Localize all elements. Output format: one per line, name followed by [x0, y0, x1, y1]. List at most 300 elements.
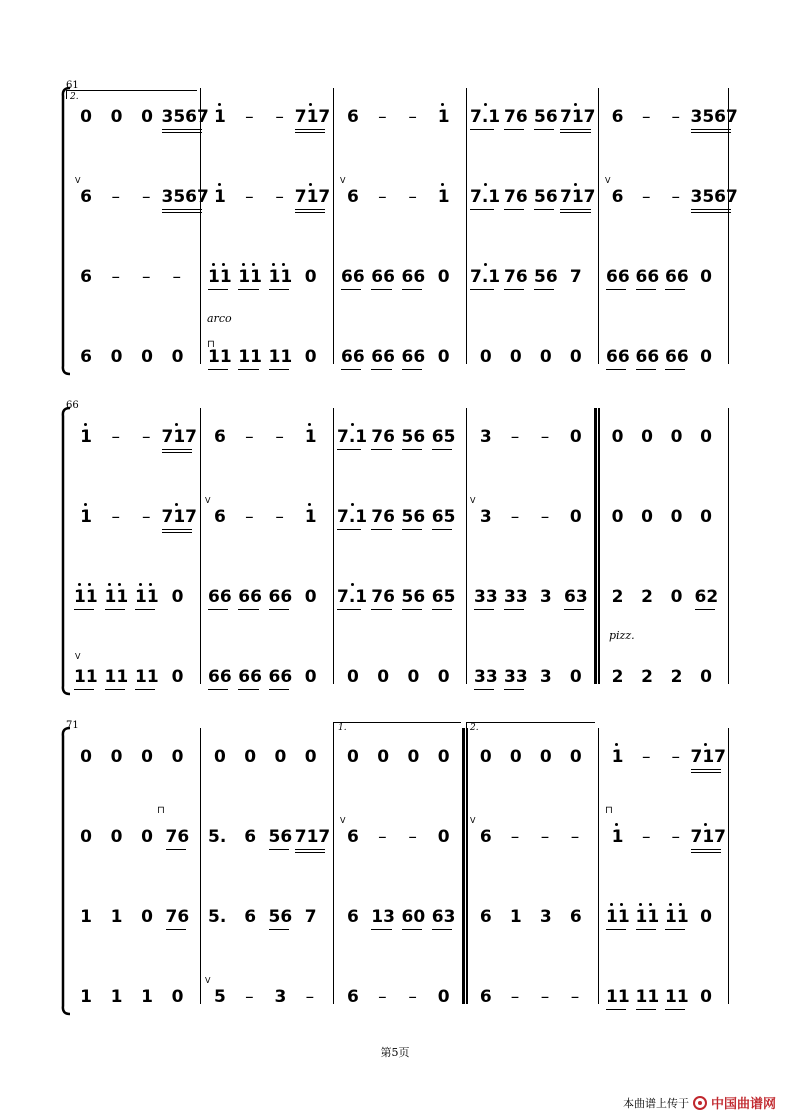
note-event: 11: [74, 587, 98, 607]
up-bow-icon: V: [605, 176, 611, 185]
note-event: 6: [214, 427, 226, 447]
note-event: –: [275, 427, 284, 447]
octave-dot-high: [620, 903, 623, 906]
up-bow-icon: V: [470, 496, 476, 505]
note-event: 5: [214, 987, 226, 1007]
note-event: 6: [244, 907, 257, 927]
beam-line: [665, 1009, 685, 1010]
note-event: 11: [208, 267, 232, 287]
up-bow-icon: V: [470, 816, 476, 825]
note-event: 6: [569, 907, 582, 927]
note-event: 56: [401, 427, 426, 447]
note-event: 76: [504, 107, 528, 127]
note-event: 0: [437, 667, 450, 687]
beam-line: [665, 289, 685, 290]
note-event: 0: [214, 747, 226, 767]
note-event: 717: [690, 827, 726, 847]
beam-line: [691, 849, 722, 850]
beam-line: [691, 209, 732, 210]
note-event: 0: [407, 667, 420, 687]
measure-number: 71: [66, 720, 79, 731]
down-bow-icon: ⊓: [157, 805, 165, 816]
note-event: –: [111, 427, 120, 447]
note-event: 0: [171, 587, 184, 607]
note-event: –: [378, 827, 387, 847]
note-event: –: [111, 187, 120, 207]
note-event: –: [305, 987, 315, 1007]
note-event: 0: [141, 827, 153, 847]
measure-number: 66: [66, 400, 79, 411]
note-event: 3: [539, 587, 552, 607]
note-event: 76: [371, 427, 395, 447]
note-event: 56: [534, 187, 558, 207]
volta-bracket: [66, 90, 197, 99]
note-event: 6: [479, 827, 492, 847]
note-event: 7.1: [470, 267, 501, 287]
note-event: 3: [479, 427, 492, 447]
note-event: –: [540, 507, 550, 527]
note-event: 0: [700, 907, 712, 927]
note-event: –: [540, 427, 550, 447]
note-event: –: [510, 987, 520, 1007]
note-event: 717: [560, 187, 596, 207]
beam-line: [606, 929, 626, 930]
note-event: 6: [244, 827, 257, 847]
note-event: 33: [474, 587, 498, 607]
note-event: 6: [347, 187, 359, 207]
note-event: –: [245, 507, 254, 527]
note-event: –: [245, 187, 254, 207]
note-event: 3: [539, 667, 552, 687]
note-event: –: [141, 507, 151, 527]
staff-row: [0, 186, 790, 216]
note-event: 0: [569, 427, 582, 447]
note-event: 33: [474, 667, 498, 687]
volta-bracket-2: [466, 722, 595, 731]
volta-bracket-1: [333, 722, 461, 731]
note-event: 6: [611, 107, 624, 127]
note-event: 1: [509, 907, 522, 927]
note-event: 66: [371, 267, 395, 287]
beam-line: [691, 769, 722, 770]
note-event: 1: [437, 107, 450, 127]
note-event: 717: [161, 427, 197, 447]
beam-line-double: [691, 852, 722, 853]
octave-dot-high: [669, 903, 672, 906]
note-event: 0: [377, 667, 390, 687]
note-event: 3567: [161, 107, 209, 127]
note-event: 56: [401, 507, 426, 527]
beam-line: [606, 289, 626, 290]
note-event: 6: [347, 107, 359, 127]
note-event: 11: [606, 907, 630, 927]
note-event: 1: [611, 747, 624, 767]
note-event: 11: [238, 347, 262, 367]
octave-dot-high: [610, 903, 613, 906]
note-event: 66: [238, 587, 262, 607]
note-event: 0: [110, 747, 123, 767]
staff-row: [0, 346, 790, 376]
note-event: 0: [670, 587, 683, 607]
note-event: 6: [479, 987, 492, 1007]
up-bow-icon: V: [205, 496, 211, 505]
note-event: 33: [504, 667, 528, 687]
note-event: 1: [141, 987, 153, 1007]
note-event: –: [510, 427, 520, 447]
note-event: –: [570, 987, 580, 1007]
up-bow-icon: V: [75, 652, 81, 661]
note-event: 0: [641, 427, 653, 447]
staff-row: [0, 106, 790, 136]
note-event: 0: [700, 987, 712, 1007]
note-event: 6: [347, 827, 359, 847]
note-event: 0: [611, 427, 624, 447]
note-event: 76: [165, 907, 190, 927]
note-event: –: [570, 827, 580, 847]
note-event: –: [141, 267, 151, 287]
note-event: 11: [268, 267, 293, 287]
note-event: 0: [141, 747, 153, 767]
staff-row: [0, 426, 790, 456]
note-event: –: [671, 187, 680, 207]
note-event: 0: [110, 347, 123, 367]
page-number: 第5页: [380, 1046, 410, 1059]
note-event: 1: [80, 907, 92, 927]
note-event: –: [245, 107, 254, 127]
note-event: 76: [504, 187, 528, 207]
note-event: 0: [304, 667, 317, 687]
note-event: 60: [401, 907, 426, 927]
footer-logo: 中国曲谱网: [710, 1097, 776, 1112]
note-event: –: [378, 107, 387, 127]
note-event: 66: [238, 667, 262, 687]
note-event: 2: [611, 587, 624, 607]
beam-line: [665, 369, 685, 370]
note-event: –: [671, 107, 680, 127]
note-event: 66: [665, 347, 689, 367]
note-event: 65: [431, 587, 456, 607]
note-event: 0: [569, 507, 582, 527]
note-event: 0: [611, 507, 624, 527]
note-event: 3567: [161, 187, 209, 207]
up-bow-icon: V: [340, 176, 346, 185]
note-event: 0: [670, 507, 683, 527]
note-event: 0: [347, 747, 359, 767]
note-event: 66: [208, 587, 232, 607]
note-event: 56: [534, 267, 558, 287]
beam-line: [691, 129, 732, 130]
note-event: 1: [214, 107, 226, 127]
note-event: 56: [534, 107, 558, 127]
note-event: 0: [539, 347, 552, 367]
note-event: 6: [80, 187, 92, 207]
beam-line: [606, 369, 626, 370]
octave-dot-high: [679, 903, 682, 906]
staff-row: [0, 666, 790, 696]
note-event: 717: [294, 827, 331, 847]
note-event: 66: [268, 587, 293, 607]
note-event: –: [540, 827, 550, 847]
note-event: 2: [641, 587, 653, 607]
note-event: 717: [161, 507, 197, 527]
note-event: 3: [274, 987, 287, 1007]
staff-row: [0, 906, 790, 936]
note-event: 76: [371, 587, 395, 607]
beam-line: [636, 929, 656, 930]
beam-line: [606, 1009, 626, 1010]
note-event: 0: [569, 667, 582, 687]
note-event: 66: [341, 347, 365, 367]
beam-line: [695, 609, 715, 610]
note-event: 0: [141, 107, 153, 127]
note-event: 0: [641, 507, 653, 527]
note-event: 1: [304, 507, 317, 527]
beam-line: [636, 1009, 656, 1010]
note-event: 1: [611, 827, 624, 847]
note-event: 7.1: [470, 107, 501, 127]
note-event: 5.: [208, 907, 227, 927]
note-event: 0: [304, 347, 317, 367]
note-event: –: [408, 987, 417, 1007]
note-event: 0: [437, 987, 450, 1007]
beam-line: [665, 929, 685, 930]
note-event: 11: [665, 907, 689, 927]
note-event: 6: [80, 347, 92, 367]
note-event: 7.1: [337, 587, 368, 607]
footer: [623, 1093, 776, 1112]
note-event: 0: [479, 347, 492, 367]
note-event: 33: [504, 587, 528, 607]
beam-line: [636, 289, 656, 290]
articulation-annotation: arco: [207, 312, 232, 325]
note-event: 56: [268, 907, 293, 927]
note-event: 1: [80, 507, 92, 527]
note-event: 1: [110, 987, 123, 1007]
note-event: 0: [437, 827, 450, 847]
note-event: 2: [641, 667, 653, 687]
note-event: 6: [611, 187, 624, 207]
note-event: 0: [171, 747, 184, 767]
note-event: 0: [509, 347, 522, 367]
note-event: –: [408, 107, 417, 127]
note-event: 0: [141, 347, 153, 367]
note-event: 0: [304, 587, 317, 607]
staff-row: [0, 746, 790, 776]
note-event: 717: [294, 107, 331, 127]
note-event: 717: [560, 107, 596, 127]
note-event: 6: [479, 907, 492, 927]
note-event: 0: [274, 747, 287, 767]
note-event: 76: [371, 507, 395, 527]
note-event: –: [671, 747, 680, 767]
note-event: 65: [431, 427, 456, 447]
staff-row: [0, 266, 790, 296]
volta-label: 2.: [70, 92, 79, 102]
note-event: 66: [401, 347, 426, 367]
note-event: 11: [606, 987, 630, 1007]
note-event: 66: [606, 347, 630, 367]
note-event: 3567: [690, 107, 738, 127]
note-event: –: [408, 827, 417, 847]
note-event: 6: [347, 987, 359, 1007]
articulation-annotation: pizz.: [609, 629, 635, 642]
note-event: –: [141, 427, 151, 447]
note-event: –: [141, 187, 151, 207]
note-event: 0: [437, 267, 450, 287]
note-event: –: [111, 507, 120, 527]
note-event: –: [408, 187, 417, 207]
note-event: 66: [401, 267, 426, 287]
note-event: 0: [304, 747, 317, 767]
note-event: 0: [437, 347, 450, 367]
note-event: 11: [74, 667, 98, 687]
note-event: 2: [611, 667, 624, 687]
note-event: 11: [635, 987, 660, 1007]
note-event: –: [275, 507, 284, 527]
note-event: 0: [700, 267, 712, 287]
note-event: 1: [214, 187, 226, 207]
note-event: 66: [606, 267, 630, 287]
up-bow-icon: V: [75, 176, 81, 185]
note-event: 0: [110, 107, 123, 127]
note-event: 11: [135, 587, 159, 607]
note-event: –: [641, 107, 651, 127]
note-event: 65: [431, 507, 456, 527]
note-event: –: [510, 507, 520, 527]
note-event: 0: [569, 347, 582, 367]
note-event: 0: [670, 427, 683, 447]
note-event: 0: [80, 827, 92, 847]
beam-line-double: [691, 212, 732, 213]
staff-row: [0, 986, 790, 1016]
note-event: 0: [569, 747, 582, 767]
note-event: 6: [347, 907, 359, 927]
volta-label-2: 2.: [470, 723, 479, 733]
note-event: 1: [304, 427, 317, 447]
note-event: 0: [141, 907, 153, 927]
note-event: 0: [407, 747, 420, 767]
down-bow-icon: ⊓: [605, 805, 613, 816]
beam-line-double: [691, 132, 732, 133]
note-event: –: [510, 827, 520, 847]
note-event: 0: [304, 267, 317, 287]
note-event: 0: [110, 827, 123, 847]
note-event: –: [641, 187, 651, 207]
note-event: 7.1: [337, 427, 368, 447]
note-event: 0: [171, 667, 184, 687]
staff-row: [0, 506, 790, 536]
note-event: –: [275, 187, 284, 207]
note-event: 66: [208, 667, 232, 687]
note-event: –: [275, 107, 284, 127]
note-event: 0: [509, 747, 522, 767]
note-event: 63: [564, 587, 588, 607]
note-event: 0: [700, 347, 712, 367]
note-event: 7.1: [337, 507, 368, 527]
note-event: –: [378, 187, 387, 207]
note-event: 0: [479, 747, 492, 767]
note-event: 56: [268, 827, 293, 847]
note-event: 0: [244, 747, 257, 767]
note-event: –: [671, 827, 680, 847]
down-bow-icon: ⊓: [207, 339, 215, 350]
note-event: –: [245, 987, 254, 1007]
note-event: 5.: [208, 827, 227, 847]
note-event: 1: [437, 187, 450, 207]
note-event: 0: [700, 507, 712, 527]
note-event: 63: [431, 907, 456, 927]
note-event: 0: [171, 347, 184, 367]
up-bow-icon: V: [205, 976, 211, 985]
note-event: 6: [214, 507, 226, 527]
note-event: 11: [238, 267, 262, 287]
note-event: 6: [80, 267, 92, 287]
note-event: 7: [304, 907, 317, 927]
note-event: –: [540, 987, 550, 1007]
up-bow-icon: V: [340, 816, 346, 825]
note-event: 56: [401, 587, 426, 607]
note-event: –: [378, 987, 387, 1007]
note-event: 1: [80, 987, 92, 1007]
note-event: 66: [635, 267, 660, 287]
staff-row: [0, 826, 790, 856]
note-event: 11: [104, 667, 129, 687]
note-event: –: [641, 827, 651, 847]
note-event: 7.1: [470, 187, 501, 207]
note-event: 0: [80, 747, 92, 767]
note-event: 0: [539, 747, 552, 767]
note-event: 1: [80, 427, 92, 447]
note-event: 66: [635, 347, 660, 367]
note-event: 0: [347, 667, 359, 687]
note-event: 66: [341, 267, 365, 287]
note-event: 11: [268, 347, 293, 367]
note-event: 66: [665, 267, 689, 287]
note-event: 76: [504, 267, 528, 287]
note-event: 11: [665, 987, 689, 1007]
note-event: 66: [371, 347, 395, 367]
note-event: 0: [377, 747, 390, 767]
note-event: 1: [110, 907, 123, 927]
note-event: 0: [700, 667, 712, 687]
note-event: 717: [294, 187, 331, 207]
footer-text: 本曲谱上传于: [622, 1096, 689, 1110]
beam-line-double: [691, 772, 722, 773]
note-event: 11: [104, 587, 129, 607]
note-event: 0: [437, 747, 450, 767]
note-event: –: [245, 427, 254, 447]
note-event: 76: [165, 827, 190, 847]
note-event: 0: [80, 107, 92, 127]
note-event: 0: [171, 987, 184, 1007]
measure-number: 61: [66, 80, 79, 91]
note-event: 3567: [690, 187, 738, 207]
note-event: 11: [635, 907, 660, 927]
note-event: 0: [700, 427, 712, 447]
note-event: 717: [690, 747, 726, 767]
staff-row: [0, 586, 790, 616]
note-event: 13: [371, 907, 395, 927]
note-event: 2: [670, 667, 683, 687]
beam-line: [636, 369, 656, 370]
note-event: 3: [479, 507, 492, 527]
note-event: 11: [208, 347, 232, 367]
note-event: –: [172, 267, 181, 287]
note-event: 62: [694, 587, 719, 607]
note-event: 3: [539, 907, 552, 927]
site-logo-icon: [693, 1096, 707, 1110]
volta-label-1: 1.: [338, 723, 347, 733]
